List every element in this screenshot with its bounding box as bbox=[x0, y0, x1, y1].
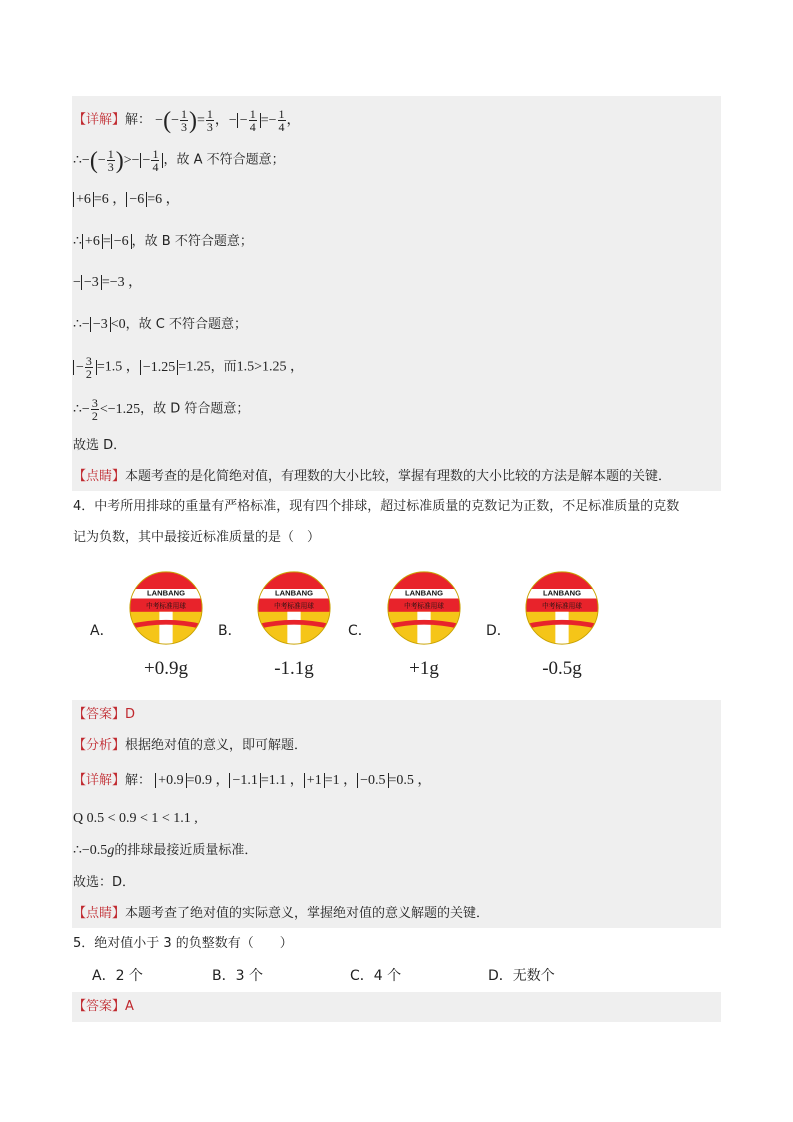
q5-option-d: D．无数个 bbox=[488, 968, 555, 984]
svg-text:LANBANG: LANBANG bbox=[543, 588, 581, 598]
svg-text:LANBANG: LANBANG bbox=[147, 588, 185, 598]
option-a-label: A． bbox=[90, 623, 114, 639]
volleyball-icon bbox=[128, 570, 204, 646]
q4-detail-line-1: 【详解】解： +0.9 =0.9 ， −1.1 =1.1 ， +1 =1 ， −0.5 =0.5 ， bbox=[73, 773, 432, 788]
q4-choose: 故选：D． bbox=[73, 875, 136, 890]
q5-stem: 5．绝对值小于 3 的负整数有（ ） bbox=[73, 936, 293, 951]
q3-detail-line-3 bbox=[73, 190, 180, 210]
svg-text:中考标准用球: 中考标准用球 bbox=[404, 602, 444, 610]
option-b-label: B． bbox=[218, 623, 242, 639]
svg-text:中考标准用球: 中考标准用球 bbox=[542, 602, 582, 610]
q5-option-c: C．4 个 bbox=[350, 968, 402, 984]
svg-text:中考标准用球: 中考标准用球 bbox=[146, 602, 186, 610]
formula: − $\frac{3}{2}$ =1.5 ， −1.25 =1.25 bbox=[73, 360, 211, 375]
formula: +0.9 =0.9 ， −1.1 =1.1 ， +1 =1 ， −0.5 =0.5 ， bbox=[155, 773, 431, 788]
volleyball-icon bbox=[256, 570, 332, 646]
formula: − −3 =−3 ， bbox=[73, 275, 143, 290]
option-a-weight: +0.9g bbox=[144, 658, 188, 679]
detail-tag: 【详解】 bbox=[73, 112, 126, 128]
q3-comment: 【点睛】本题考查的是化简绝对值，有理数的大小比较，掌握有理数的大小比较的方法是解本题的关键． bbox=[73, 469, 672, 484]
formula: ∴−(− $\frac{1}{3}$ )>− − $\frac{1}{4}$ bbox=[73, 153, 163, 168]
answer-tag: 【答案】 bbox=[73, 707, 126, 722]
q4-stem-line-1: 4．中考所用排球的重量有严格标准，现有四个排球，超过标准质量的克数记为正数，不足标准质量的克数 bbox=[73, 499, 680, 514]
q3-detail-line-7: − $\frac{3}{2}$ =1.5 ， −1.25 =1.25，而1.5>1.25 ， bbox=[73, 355, 304, 380]
q4-stem-line-2: 记为负数，其中最接近标准质量的是（ ） bbox=[73, 530, 321, 545]
svg-text:中考标准用球: 中考标准用球 bbox=[274, 602, 314, 610]
option-d-weight: -0.5g bbox=[542, 658, 582, 679]
comment-tag: 【点睛】 bbox=[73, 906, 126, 921]
analysis-tag: 【分析】 bbox=[73, 738, 126, 753]
q3-detail-line-5 bbox=[73, 273, 142, 293]
q3-detail-line-8: ∴− $\frac{3}{2}$ <−1.25，故 D 符合题意； bbox=[73, 396, 250, 423]
q4-since-line: Q 0.5 < 0.9 < 1 < 1.1 , bbox=[73, 811, 198, 826]
q4-comment: 【点睛】本题考查了绝对值的实际意义，掌握绝对值的意义解题的关键． bbox=[73, 906, 490, 921]
formula: ∴− $\frac{3}{2}$ <−1.25 bbox=[73, 396, 141, 423]
answer-tag: 【答案】 bbox=[73, 999, 126, 1014]
formula: ∴−0.5g bbox=[73, 843, 115, 858]
q3-detail-line-2: ∴−(− $\frac{1}{3}$ )>− − $\frac{1}{4}$ ，故 A 不符合题意； bbox=[73, 147, 285, 174]
volleyball-icon bbox=[524, 570, 600, 646]
q4-conclusion: ∴−0.5g的排球最接近质量标准． bbox=[73, 843, 258, 858]
q5-option-a: A．2 个 bbox=[92, 968, 143, 984]
formula: +6 =6 ， −6 =6 ， bbox=[73, 192, 180, 207]
q4-options bbox=[90, 570, 690, 685]
formula: ∴− −3 <0 bbox=[73, 317, 126, 332]
q4-answer: 【答案】D bbox=[73, 707, 136, 722]
formula: −(− $\frac{1}{3}$ )= $\frac{1}{3}$ ，− − $\frac{1}{4}$ =− $\frac{1}{4}$ ， bbox=[155, 107, 301, 134]
volleyball-icon bbox=[386, 570, 462, 646]
option-c-label: C． bbox=[348, 623, 372, 639]
formula: ∴ +6 = −6 bbox=[73, 234, 132, 249]
option-c-weight: +1g bbox=[409, 658, 439, 679]
q5-answer: 【答案】A bbox=[73, 999, 134, 1014]
detail-tag: 【详解】 bbox=[73, 773, 126, 788]
option-b-weight: -1.1g bbox=[274, 658, 314, 679]
q4-analysis: 【分析】根据绝对值的意义，即可解题． bbox=[73, 738, 308, 753]
solution-shade-q5 bbox=[72, 992, 721, 1022]
comment-tag: 【点睛】 bbox=[73, 469, 126, 484]
q5-option-b: B．3 个 bbox=[212, 968, 263, 984]
q3-detail-line-6: ∴− −3 <0，故 C 不符合题意； bbox=[73, 317, 247, 332]
svg-text:LANBANG: LANBANG bbox=[405, 588, 443, 598]
q3-detail-line-4: ∴ +6 = −6 ，故 B 不符合题意； bbox=[73, 234, 253, 249]
q3-choose: 故选 D． bbox=[73, 438, 127, 453]
svg-text:LANBANG: LANBANG bbox=[275, 588, 313, 598]
option-d-label: D． bbox=[486, 623, 511, 639]
q3-detail-line-1: 【详解】解： −(− $\frac{1}{3}$ )= $\frac{1}{3}$ ，− − $\frac{1}{4}$ =− $\frac{1}{4}$ ， bbox=[73, 107, 301, 134]
